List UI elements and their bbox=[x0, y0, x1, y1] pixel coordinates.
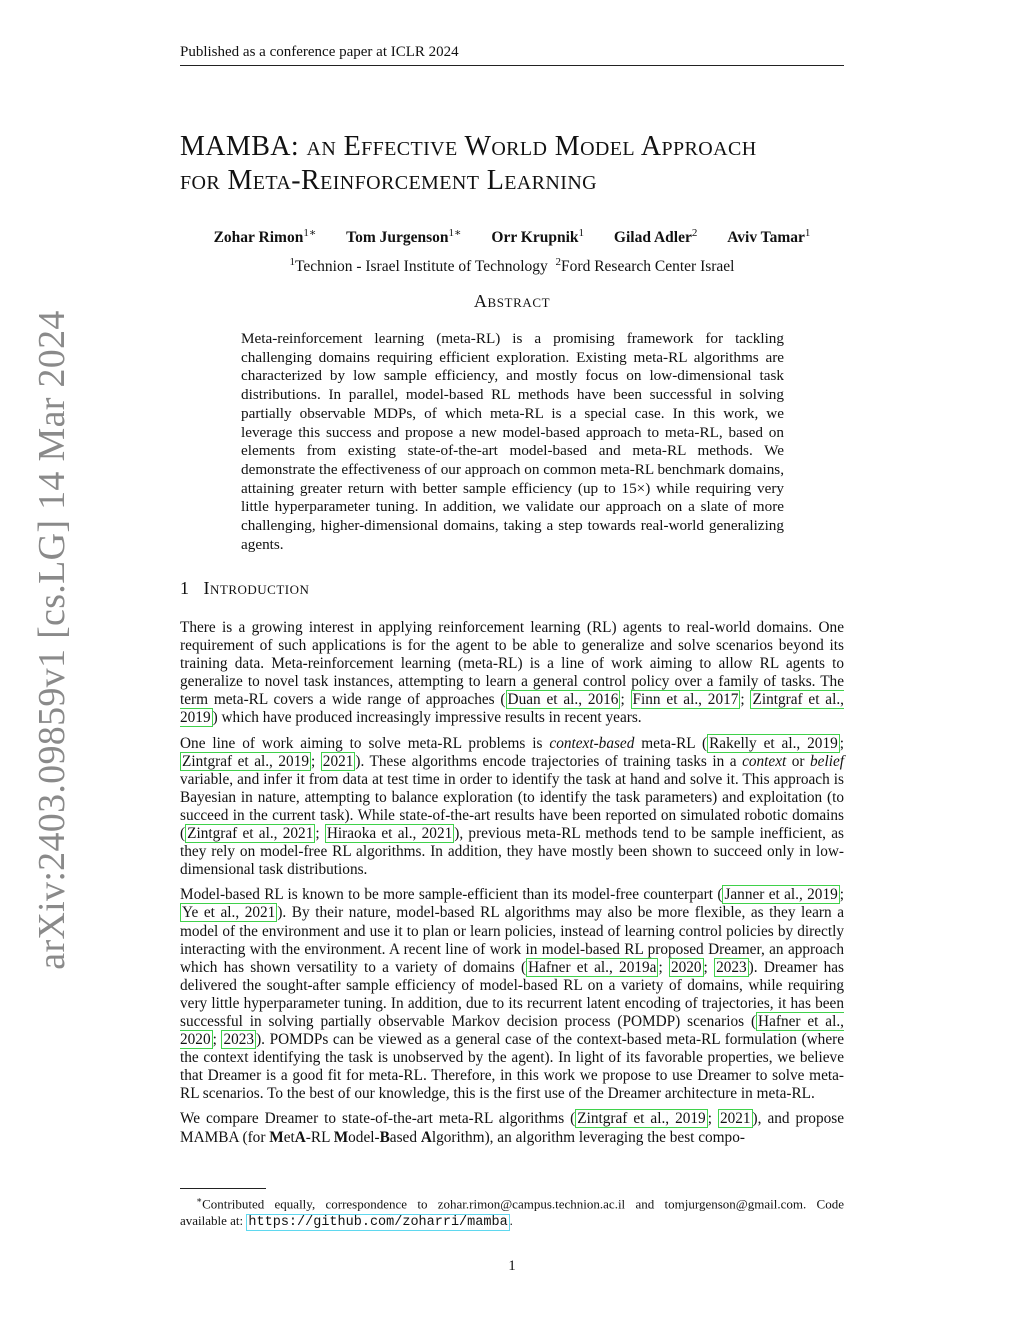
citation-link[interactable]: Zintgraf et al., 2021 bbox=[187, 825, 314, 843]
citation-link[interactable]: 2021 bbox=[719, 1110, 751, 1128]
section-title: Introduction bbox=[203, 578, 310, 598]
author: Orr Krupnik$^1$ bbox=[491, 227, 585, 247]
citation-link[interactable]: 2023 bbox=[716, 958, 747, 976]
citation-link[interactable]: Ye et al., 2021 bbox=[182, 904, 276, 922]
citation-link[interactable]: Hafner et al., 2020 bbox=[180, 1012, 844, 1049]
citation-link[interactable]: 2023 bbox=[223, 1031, 255, 1049]
code-url-link[interactable]: https://github.com/zoharri/mamba bbox=[248, 1214, 508, 1230]
citation-link[interactable]: Duan et al., 2016 bbox=[507, 691, 619, 709]
author: Tom Jurgenson$^{1∗}$ bbox=[346, 227, 462, 247]
citation-link[interactable]: Zintgraf et al., 2019 bbox=[577, 1110, 706, 1128]
citation-link[interactable]: Zintgraf et al., 2019 bbox=[182, 752, 310, 770]
title-line-2: for Meta-Reinforcement Learning bbox=[180, 165, 598, 196]
citation-link[interactable]: Rakelly et al., 2019 bbox=[709, 734, 838, 752]
body-text bbox=[180, 619, 844, 1154]
citation-link[interactable]: Janner et al., 2019 bbox=[724, 886, 838, 904]
page-number: 1 bbox=[508, 1258, 516, 1274]
abstract-text: Meta-reinforcement learning (meta-RL) is a promising framework for tackling challenging domains requiring efficient exploration. Existing meta-RL algorithms are characterized by low sample efficiency, and mostly focus on low-dimensional task distributions. In parallel, model-based RL methods have been successful in solving partially observable MDPs, of which meta-RL is a special case. In this work, we leverage this success and propose a new model-based approach to meta-RL, based on elements from existing state-of-the-art model-based and meta-RL methods. We demonstrate the effectiveness of our approach on common meta-RL benchmark domains, attaining greater return with better sample efficiency (up to 15×) while requiring very little hyperparameter tuning. In addition, we validate our approach on a slate of more challenging, higher-dimensional domains, taking a step towards real-world generalizing agents. bbox=[241, 330, 784, 553]
affiliations: $^1$Technion - Israel Institute of Technology $^2$Ford Research Center Israel bbox=[289, 256, 735, 276]
citation-link[interactable]: Finn et al., 2017 bbox=[632, 691, 739, 709]
citation-link[interactable]: 2021 bbox=[322, 752, 354, 770]
paragraph: We compare Dreamer to state-of-the-art meta-RL algorithms ( Zintgraf et al., 2019 ; 2021 ), and propose MAMBA (for MetA-RL Model-Based Algorithm), an algorithm leveraging the best compo- bbox=[180, 1110, 844, 1146]
paragraph: One line of work aiming to solve meta-RL problems is context-based meta-RL ( Rakelly et al., 2019 ; Zintgraf et al., 2019 ; 2021 ). These algorithms encode trajectories of training tasks in a context or belief variable, and infer it from data at test time in order to identify the task at hand and solve it. This approach is Bayesian in nature, attempting to balance exploration (to identify the task parameters) and exploitation (to succeed in the current task). While state-of-the-art results have been reported on simulated robotic domains ( Zintgraf et al., 2021 ; Hiraoka et al., 2021 ), previous meta-RL methods tend to be sample inefficient, as they rely on model-free RL algorithms. In addition, they have mostly been shown to succeed only in low-dimensional task distributions. bbox=[180, 734, 845, 879]
abstract-heading: Abstract bbox=[473, 291, 551, 311]
section-number: 1 bbox=[180, 578, 190, 598]
section-heading bbox=[180, 578, 309, 599]
citation-link[interactable]: Hiraoka et al., 2021 bbox=[326, 825, 453, 843]
citation-link[interactable]: Zintgraf et al., 2019 bbox=[180, 691, 844, 727]
arxiv-id[interactable]: arXiv:2403.09859v1 [cs.LG] 14 Mar 2024 bbox=[31, 310, 73, 970]
citation-link[interactable]: Hafner et al., 2019a bbox=[528, 958, 657, 976]
author: Gilad Adler$^2$ bbox=[613, 227, 698, 247]
author: Aviv Tamar$^1$ bbox=[727, 227, 811, 247]
paragraph: Model-based RL is known to be more sample-efficient than its model-free counterpart ( Janner et al., 2019 ; Ye et al., 2021 ). By their nature, model-based RL algorithms may also be more flexible, as they learn a model of the environment and use it to plan or learn policies, instead of learning control policies by directly interacting with the environment. A recent line of work in model-based RL proposed Dreamer, an approach which has shown versatility to a variety of domains ( Hafner et al., 2019a ; 2020 ; 2023 ). Dreamer has delivered the sought-after sample efficiency of model-based RL on a variety of domains, while requiring very little hyperparameter tuning. In addition, due to its recurrent latent encoding of trajectories, it has been successful in solving partially observable Markov decision process (POMDP) scenarios ( Hafner et al., 2020 ; 2023 ). POMDPs can be viewed as a general case of the context-based meta-RL formulation (where the context identifying the task is unobserved by the agent). In light of its favorable properties, we believe that Dreamer is a good fit for meta-RL. Therefore, in this work we propose to use Dreamer to solve meta-RL scenarios. To the best of our knowledge, this is the first use of the Dreamer architecture in meta-RL. bbox=[180, 886, 845, 1103]
citation-link[interactable]: 2020 bbox=[670, 958, 702, 976]
paragraph: There is a growing interest in applying reinforcement learning (RL) agents to real-world domains. One requirement of such applications is for the agent to be able to generalize and solve scenarios beyond its training data. Meta-reinforcement learning (meta-RL) is a line of work aiming to allow RL agents to generalize to novel task instances, attempting to learn a general control policy over a family of tasks. The term meta-RL covers a wide range of approaches ( Duan et al., 2016 ; Finn et al., 2017 ; Zintgraf et al., 2019 ) which have produced increasingly impressive results in recent years. bbox=[180, 619, 844, 727]
author: Zohar Rimon$^{1∗}$ bbox=[213, 227, 317, 247]
author-list bbox=[0, 226, 1024, 247]
footnote-rule bbox=[180, 1188, 266, 1189]
footnote: ∗Contributed equally, correspondence to zohar.rimon@campus.technion.ac.il and tomjurgenson@gmail.com. Code available at: https://github.com/zoharri/mamba . bbox=[180, 1195, 844, 1230]
running-header: Published as a conference paper at ICLR 2024 bbox=[180, 44, 844, 66]
paper-title bbox=[180, 130, 860, 198]
title-line-1: MAMBA: an Effective World Model Approach bbox=[180, 131, 757, 162]
